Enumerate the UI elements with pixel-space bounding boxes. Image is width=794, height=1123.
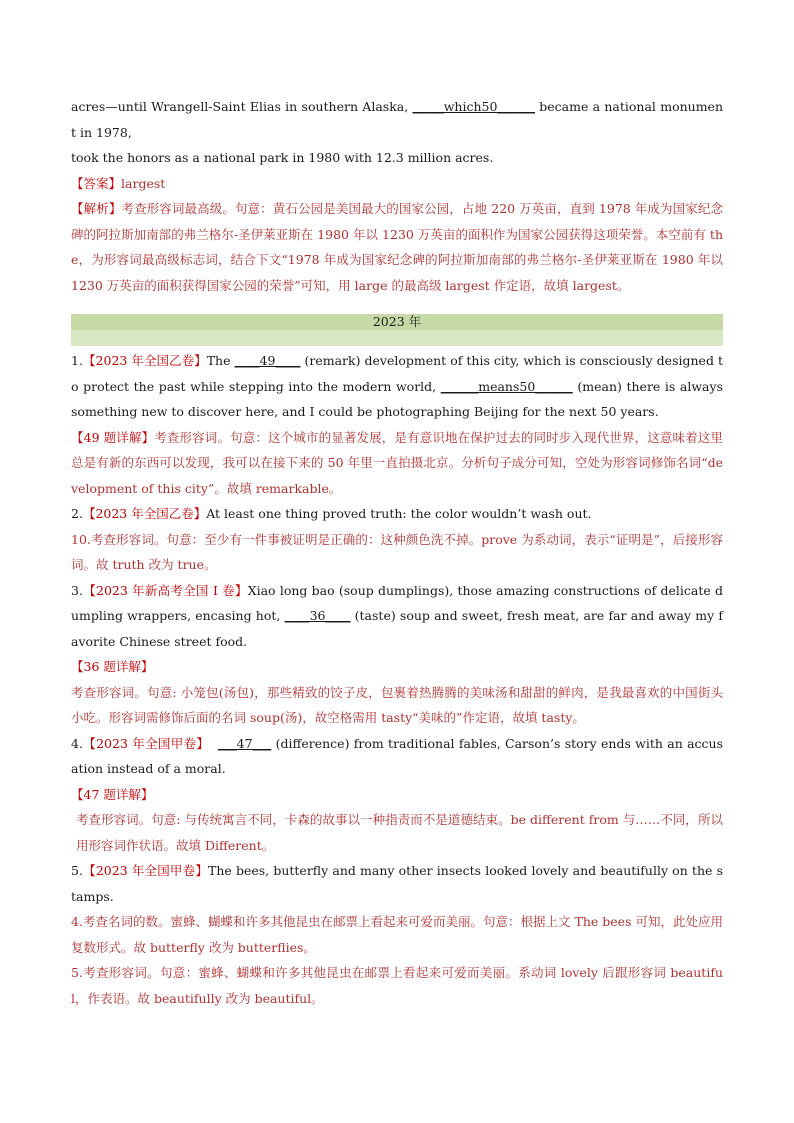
question-number: 1.: [71, 353, 83, 368]
question-text: (taste) soup and sweet, fresh meat, are far and away my favorite Chinese street food.: [71, 608, 723, 649]
detail-tag: 【36 题详解】: [71, 659, 154, 674]
detail-text: 考查形容词。句意：这个城市的显著发展，是有意识地在保护过去的同时步入现代世界，这意味着这里总是有新的东西可以发现，我可以在接下来的 50 年里一直拍摄北京。分析句子成分可知，空处为形容词修饰名词“development of this city”。故填 remarkable。: [71, 429, 723, 496]
passage-text: became a national monument in 1978,: [71, 99, 723, 140]
question-text: The bees, butterfly and many other insects looked lovely and beautifully on the stamps.: [71, 863, 723, 904]
question-2: [71, 501, 723, 527]
question-text: (remark) development of this city, which is consciously designed to protect the past while stepping into the modern world,: [71, 353, 723, 394]
question-number: 5.: [71, 863, 83, 878]
question-text: Xiao long bao (soup dumplings), those amazing constructions of delicate dumpling wrappers, encasing hot,: [71, 582, 723, 623]
detail-tag: 【49 题详解】: [71, 429, 155, 445]
answer-tag: 【答案】: [71, 175, 122, 191]
question-number: 2.: [71, 506, 83, 521]
answer-blank: ____49____: [234, 353, 301, 368]
passage-text: acres—until Wrangell-Saint Elias in southern Alaska,: [71, 99, 413, 114]
detail-paragraph: [71, 425, 723, 502]
question-number: 4.: [71, 735, 83, 751]
analysis-tag: 【解析】: [71, 201, 122, 216]
question-text: (difference) from traditional fables, Carson’s story ends with an accusation instead of a moral.: [71, 735, 723, 776]
question-text: At least one thing proved truth: the color wouldn’t wash out.: [206, 506, 592, 521]
detail-paragraph: 考查形容词。句意: 小笼包(汤包)，那些精致的饺子皮，包裹着热腾腾的美味汤和甜甜的鲜肉，是我最喜欢的中国街头小吃。形容词需修饰后面的名词 soup(汤)，故空格需用 tasty“美味的”作定语，故填 tasty。: [71, 684, 723, 725]
year-heading: 2023 年: [372, 314, 422, 329]
answer-blank: ___47___: [217, 735, 272, 751]
answer-text: largest: [121, 175, 166, 191]
question-3: [71, 578, 723, 655]
question-source-tag: 【2023 年全国甲卷】: [82, 735, 210, 751]
detail-tag: 【47 题详解】: [71, 786, 154, 802]
year-section-band: [71, 314, 723, 346]
question-1: [71, 348, 723, 425]
detail-paragraph: 5.考查形容词。句意：蜜蜂、蝴蝶和许多其他昆虫在邮票上看起来可爱而美丽。系动词 lovely 后跟形容词 beautiful，作表语。故 beautifully 改为 beautiful。: [71, 965, 723, 1006]
question-source-tag: 【2023 年新高考全国 I 卷】: [82, 582, 248, 598]
analysis-text: 考查形容词最高级。句意：黄石公园是美国最大的国家公园，占地 220 万英亩，直到 1978 年成为国家纪念碑的阿拉斯加南部的弗兰格尔-圣伊莱亚斯在 1980 年以 1230 万英亩的面积作为国家公园获得这项荣誉。本空前有 the，为形容词最高级标志词，结合下文“1978 年成为国家纪念碑的阿拉斯加南部的弗兰格尔-圣伊莱亚斯在 1980 年以 1230 万英亩的面积获得国家公园的荣誉”可知，用 large 的最高级 largest 作定语，故填 largest。: [71, 201, 723, 293]
document-content: [71, 94, 723, 1011]
question-4: [71, 731, 723, 782]
analysis-paragraph: [71, 196, 723, 298]
question-text: The: [206, 353, 235, 368]
answer-blank: ____36____: [284, 608, 351, 623]
detail-paragraph: 考查形容词。句意: 与传统寓言不同，卡森的故事以一种指责而不是道德结束。be different from 与……不同，所以用形容词作状语。故填 Different。: [76, 812, 723, 853]
question-5: [71, 858, 723, 909]
passage-line: took the honors as a national park in 1980 with 12.3 million acres.: [71, 150, 494, 165]
question-source-tag: 【2023 年全国乙卷】: [82, 353, 207, 368]
detail-paragraph: 4.考查名词的数。蜜蜂、蝴蝶和许多其他昆虫在邮票上看起来可爱而美丽。句意：根据上文 The bees 可知，此处应用复数形式。故 butterfly 改为 butterflies。: [71, 914, 723, 955]
answer-blank: ______means50______: [440, 378, 573, 394]
detail-paragraph: 10.考查形容词。句意：至少有一件事被证明是正确的：这种颜色洗不掉。prove 为系动词，表示“证明是”，后接形容词。故 truth 改为 true。: [71, 531, 723, 572]
answer-blank: _____which50______: [412, 99, 535, 114]
question-source-tag: 【2023 年全国甲卷】: [82, 863, 209, 878]
answer-line: [71, 171, 723, 197]
question-source-tag: 【2023 年全国乙卷】: [82, 506, 207, 521]
question-number: 3.: [71, 582, 83, 598]
passage-line: [71, 94, 723, 145]
question-text: (mean) there is always something new to discover here, and I could be photographing Beijing for the next 50 years.: [71, 378, 723, 419]
